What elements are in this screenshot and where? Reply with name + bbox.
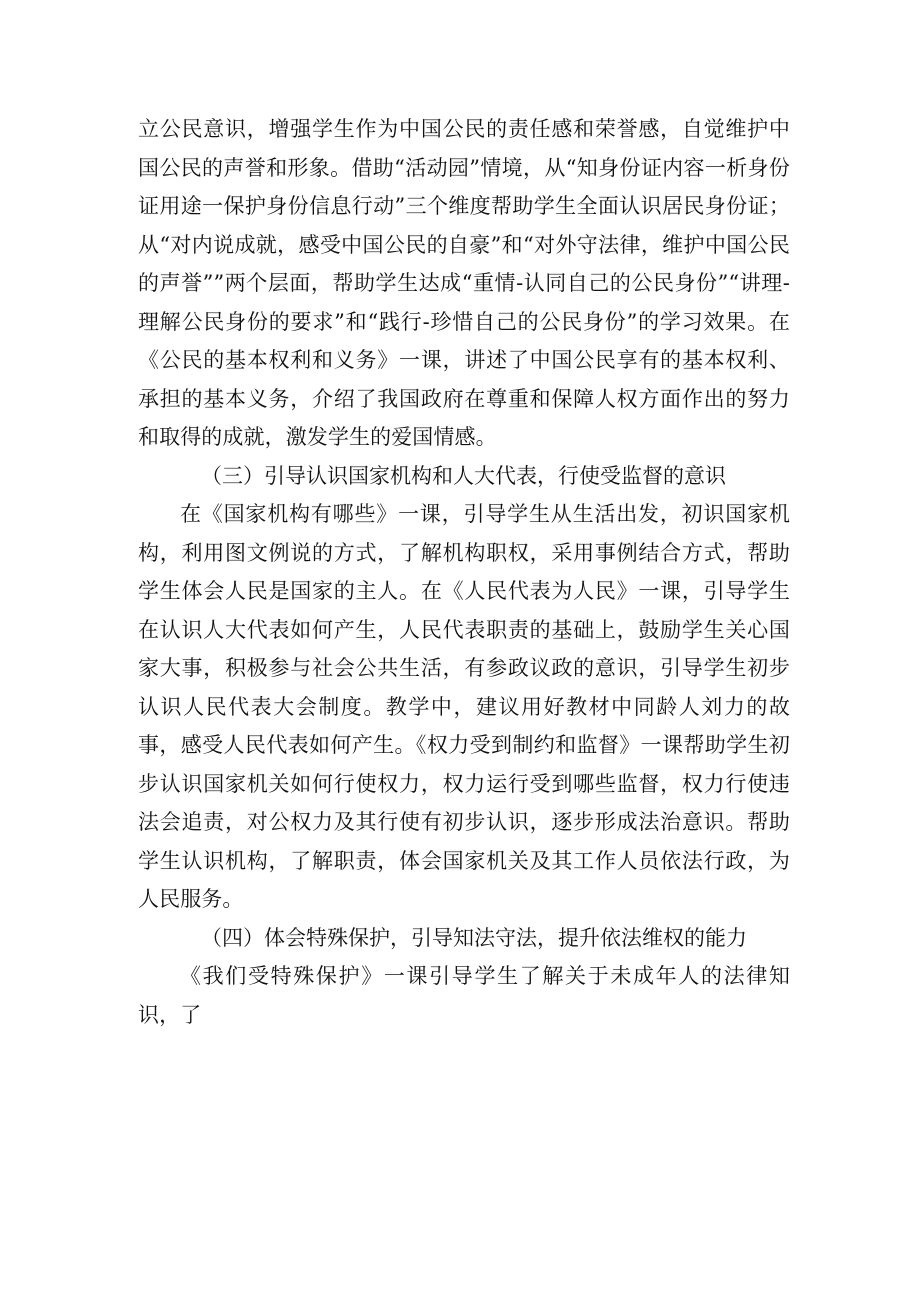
document-body — [138, 110, 790, 1034]
paragraph-special-protection: 《我们受特殊保护》一课引导学生了解关于未成年人的法律知识，了 — [138, 964, 790, 1027]
section-heading-3: （三）引导认识国家机构和人大代表，行使受监督的意识 — [201, 463, 726, 488]
paragraph-state-organs: 在《国家机构有哪些》一课，引导学生从生活出发，初识国家机构，利用图文例说的方式，了解机构职权，采用事例结合方式，帮助学生体会人民是国家的主人。在《人民代表为人民》一课，引导学生在认识人大代表如何产生，人民代表职责的基础上，鼓励学生关心国家大事，积极参与社会公共生活，有参政议政的意识，引导学生初步认识人民代表大会制度。教学中，建议用好教材中同龄人刘力的故事，感受人民代表如何产生。《权力受到制约和监督》一课帮助学生初步认识国家机关如何行使权力，权力运行受到哪些监督，权力行使违法会追责，对公权力及其行使有初步认识，逐步形成法治意识。帮助学生认识机构，了解职责，体会国家机关及其工作人员依法行政，为人民服务。 — [138, 502, 790, 911]
section-heading-4: （四）体会特殊保护，引导知法守法，提升依法维权的能力 — [201, 925, 747, 950]
paragraph-civic-awareness: 立公民意识，增强学生作为中国公民的责任感和荣誉感，自觉维护中国公民的声誉和形象。借助“活动园”情境，从“知身份证内容一析身份证用途一保护身份信息行动”三个维度帮助学生全面认识居民身份证；从“对内说成就，感受中国公民的自豪”和“对外守法律，维护中国公民的声誉””两个层面，帮助学生达成“重情-认同自己的公民身份”“讲理-理解公民身份的要求”和“践行-珍惜自己的公民身份”的学习效果。在《公民的基本权利和义务》一课，讲述了中国公民享有的基本权利、承担的基本义务，介绍了我国政府在尊重和保障人权方面作出的努力和取得的成就，激发学生的爱国情感。 — [138, 117, 790, 449]
